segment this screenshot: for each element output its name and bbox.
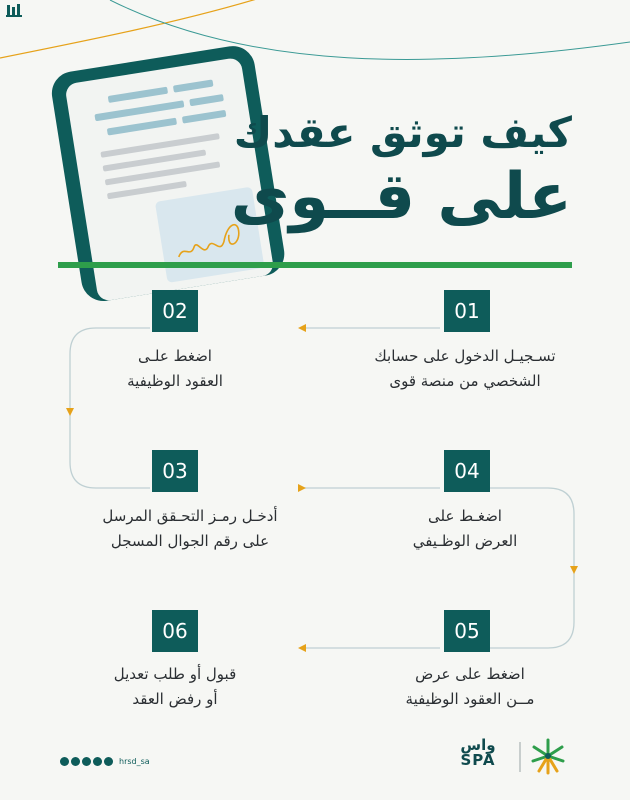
spa-logo-line-2: SPA — [460, 751, 496, 769]
step-06-text — [80, 662, 270, 712]
step-02-line-1: اضغط علـى — [138, 347, 212, 365]
step-05-line-1: اضغط على عرض — [415, 665, 525, 683]
green-divider — [58, 262, 572, 268]
step-02-badge: 02 — [152, 290, 198, 332]
step-01-line-2: الشخصي من منصة قوى — [389, 372, 541, 390]
step-04-line-2: العرض الوظـيفي — [412, 532, 518, 550]
social-handle — [60, 757, 150, 766]
step-05-line-2: مــن العقود الوظيفية — [405, 690, 535, 708]
handle-text[interactable]: hrsd_sa — [119, 757, 150, 766]
decor-curve-teal — [110, 0, 630, 59]
step-01-badge: 01 — [444, 290, 490, 332]
youtube-icon[interactable] — [93, 757, 102, 766]
title-line-2: على قــوى — [230, 160, 572, 234]
step-06-badge: 06 — [152, 610, 198, 652]
snapchat-icon[interactable] — [104, 757, 113, 766]
step-05-text — [380, 662, 560, 712]
title-line-1: كيف توثق عقدك — [233, 108, 572, 157]
step-05-badge: 05 — [444, 610, 490, 652]
step-01-line-1: تسـجيـل الدخول على حسابك — [374, 347, 556, 365]
step-03-line-2: على رقم الجوال المسجل — [110, 532, 270, 550]
step-06-line-2: أو رفض العقد — [132, 690, 218, 708]
step-04-text — [380, 504, 550, 554]
spa-logo — [450, 738, 506, 768]
spa-logo-line-1: واس — [460, 736, 496, 754]
step-04-line-1: اضغـط على — [428, 507, 502, 525]
twitter-icon[interactable] — [60, 757, 69, 766]
ministry-emblem — [533, 740, 563, 773]
step-02-line-2: العقود الوظيفية — [127, 372, 223, 390]
step-03-text — [80, 504, 300, 554]
facebook-icon[interactable] — [71, 757, 80, 766]
step-03-badge: 03 — [152, 450, 198, 492]
step-02-text — [80, 344, 270, 394]
step-01-text — [350, 344, 580, 394]
step-03-line-1: أدخـل رمـز التحـقق المرسل — [102, 507, 278, 525]
step-04-badge: 04 — [444, 450, 490, 492]
step-06-line-1: قبول أو طلب تعديل — [113, 665, 237, 683]
instagram-icon[interactable] — [82, 757, 91, 766]
top-corner-logo-icon — [6, 2, 24, 18]
